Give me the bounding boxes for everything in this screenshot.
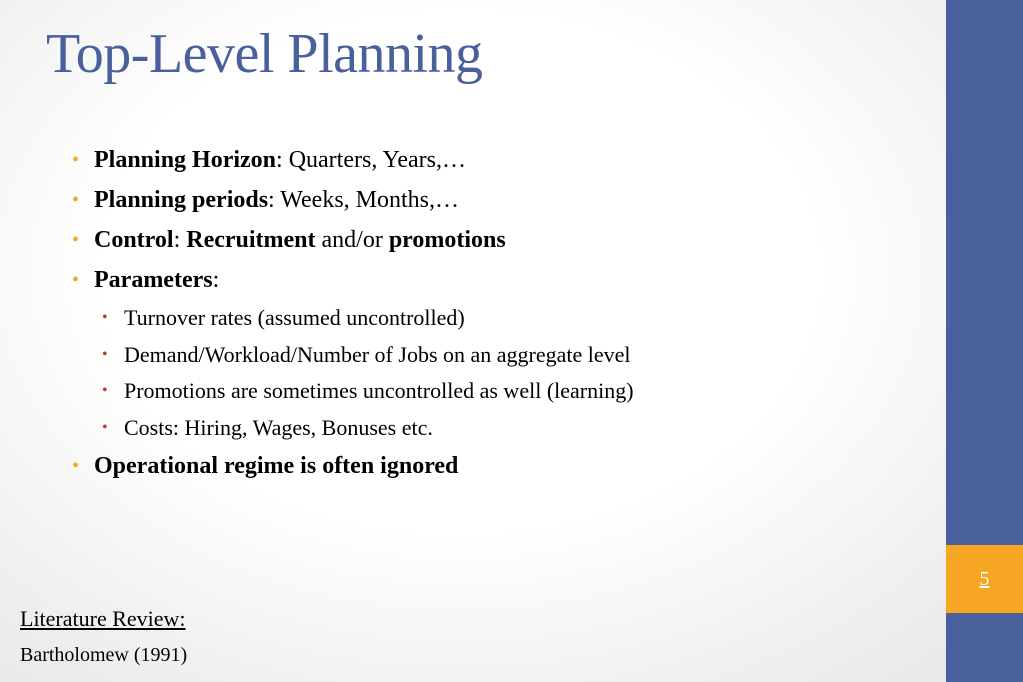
bullet-term-recruitment: Recruitment [186,227,316,253]
bullet-text: : Weeks, Months,… [268,187,460,213]
sub-bullet [102,373,932,410]
bullet-control [72,220,932,260]
bullet-separator: : [173,227,187,253]
bullet-term-promotions: promotions [388,227,506,253]
bullet-list [72,140,932,486]
sub-bullet-dot-icon: • [102,309,108,326]
parameters-sublist [72,300,932,446]
bullet-term: Planning periods [94,187,269,213]
bullet-dot-icon: • [72,269,80,291]
bullet-operational-regime [72,446,932,486]
bullet-text: and/or [315,227,389,253]
page-number: 5 [979,567,990,590]
sub-bullet-text: Demand/Workload/Number of Jobs on an aggregate level [124,341,631,367]
sub-bullet [102,337,932,374]
bullet-dot-icon: • [72,189,80,211]
bullet-dot-icon: • [72,149,80,171]
bullet-dot-icon: • [72,229,80,251]
bullet-text: : [212,267,220,293]
bullet-dot-icon: • [72,455,80,477]
bullet-parameters [72,260,932,300]
bullet-planning-periods [72,180,932,220]
slide-title: Top-Level Planning [46,23,483,85]
literature-review-heading: Literature Review: [20,606,186,631]
parameters-sublist-item [72,300,932,446]
bullet-planning-horizon [72,140,932,180]
sub-bullet-text: Turnover rates (assumed uncontrolled) [124,305,465,330]
sub-bullet-text: Costs: Hiring, Wages, Bonuses etc. [124,414,433,440]
bullet-term: Operational regime is often ignored [94,453,459,479]
bullet-text: : Quarters, Years,… [276,147,467,173]
page-number-badge [946,545,1023,613]
sub-bullet [102,300,932,337]
bullet-term: Parameters [94,267,213,293]
sub-bullet-text: Promotions are sometimes uncontrolled as well (learning) [124,378,634,403]
literature-reference: Bartholomew (1991) [20,644,188,666]
sub-bullet-dot-icon: • [102,418,108,436]
sub-bullet [102,410,932,447]
sub-bullet-dot-icon: • [102,382,108,399]
bullet-term: Planning Horizon [94,147,277,173]
sub-bullet-dot-icon: • [102,345,108,363]
bullet-term: Control [94,227,174,253]
